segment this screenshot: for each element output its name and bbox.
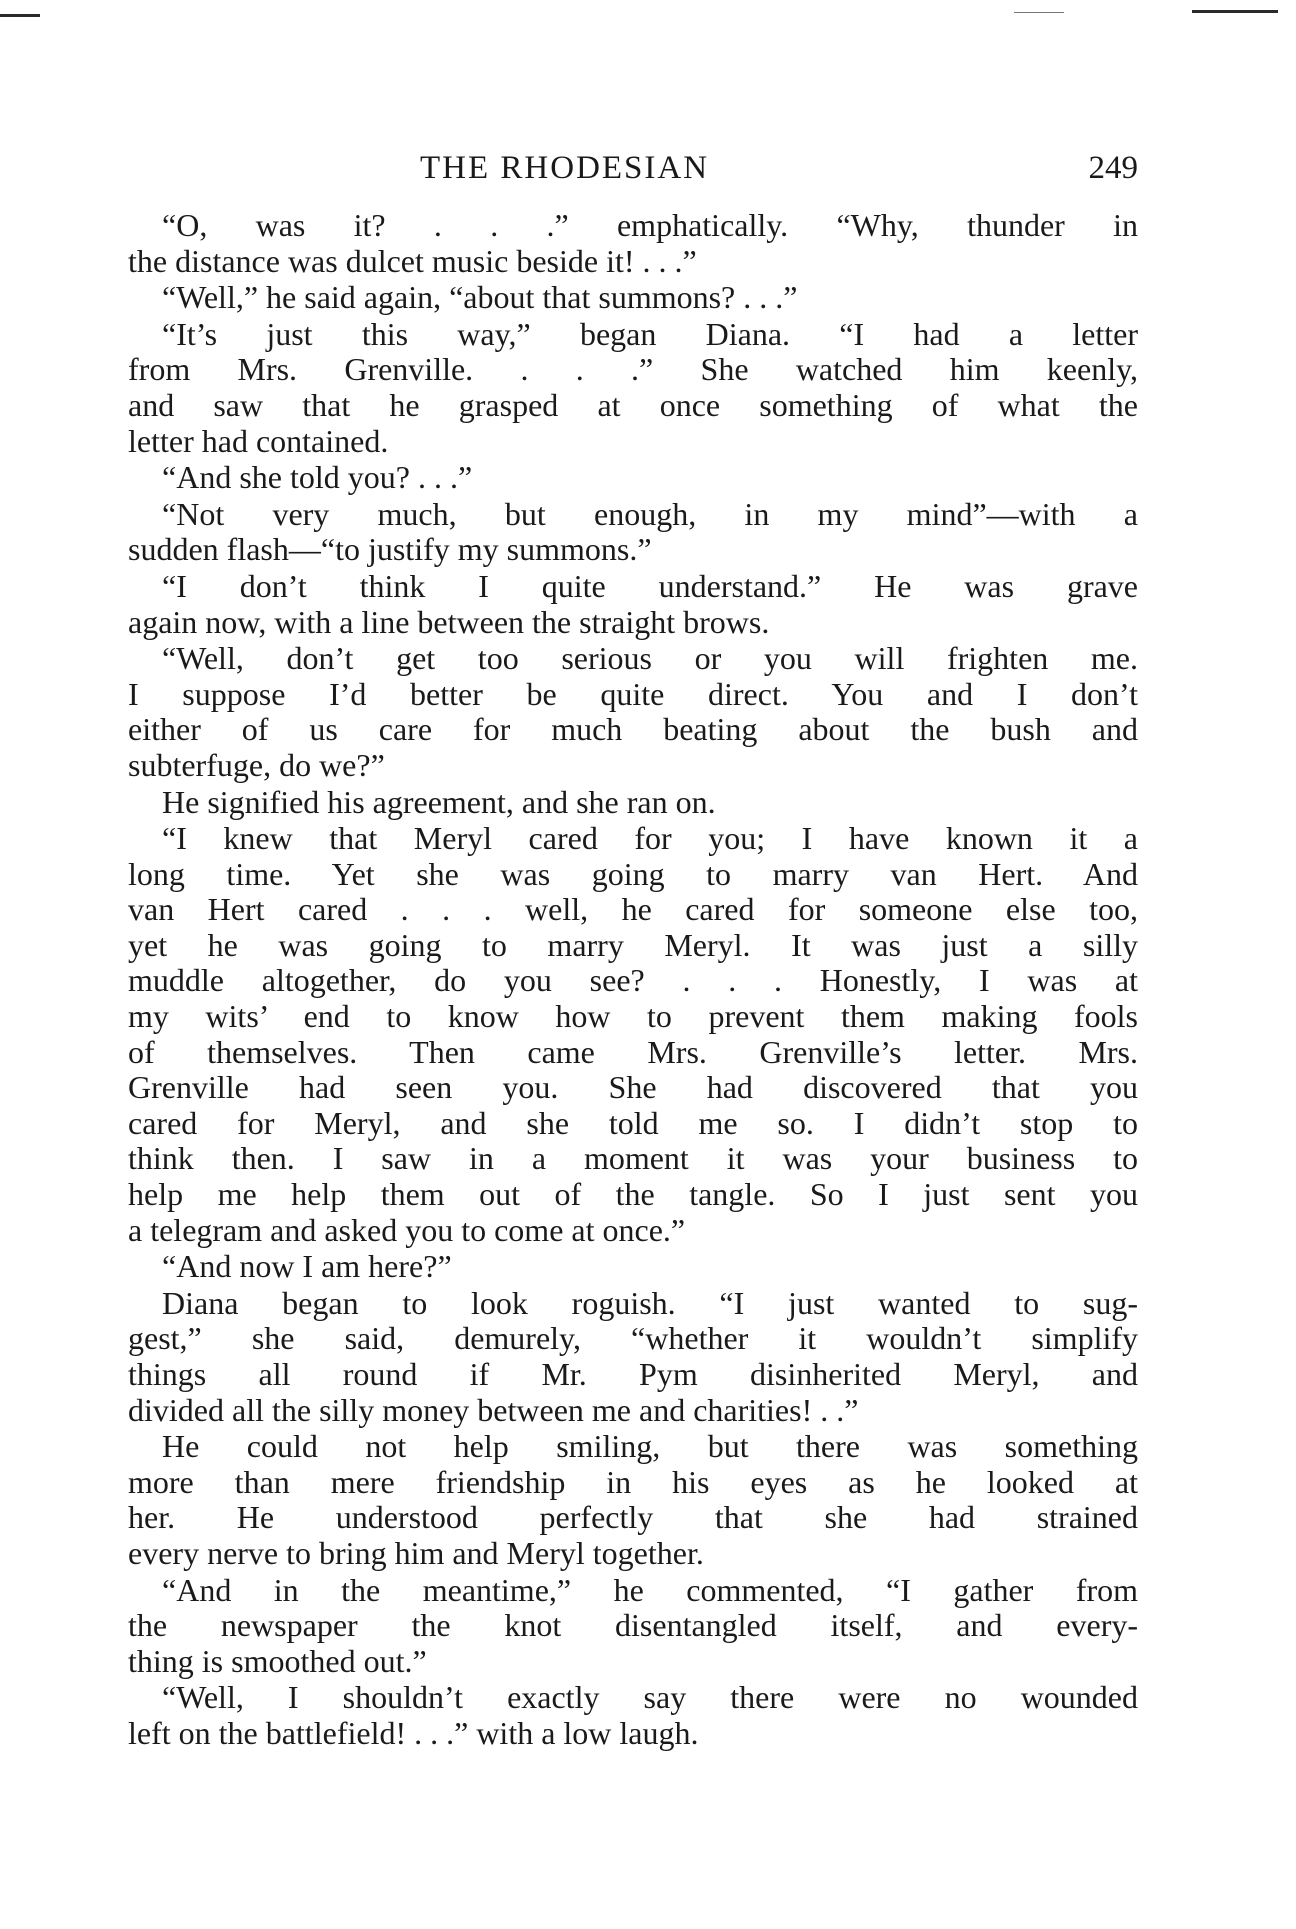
text-line: “Well, I shouldn’t exactly say there were no wounded — [162, 1679, 1138, 1716]
text-line: He signified his agreement, and she ran on. — [162, 783, 716, 820]
paragraph — [128, 1573, 1138, 1680]
text-line: “Well, don’t get too serious or you will frighten me. — [162, 640, 1138, 677]
text-line: of themselves. Then came Mrs. Grenville’s letter. Mrs. — [128, 1033, 1138, 1070]
text-line: gest,” she said, demurely, “whether it wouldn’t simplify — [128, 1320, 1138, 1357]
text-line: either of us care for much beating about the bush and — [128, 711, 1138, 748]
running-title: THE RHODESIAN — [420, 150, 710, 186]
text-line: “I knew that Meryl cared for you; I have known it a — [162, 820, 1138, 857]
text-line: more than mere friendship in his eyes as he looked at — [128, 1463, 1138, 1500]
text-line: cared for Meryl, and she told me so. I didn’t stop to — [128, 1104, 1138, 1141]
paragraph — [128, 569, 1138, 640]
paragraph — [128, 785, 1138, 821]
paragraph — [128, 1286, 1138, 1428]
paragraph — [128, 641, 1138, 783]
text-line: I suppose I’d better be quite direct. You and I don’t — [128, 675, 1138, 712]
text-line: “I don’t think I quite understand.” He was grave — [162, 567, 1138, 604]
scan-edge-mark — [0, 14, 40, 17]
text-line: sudden flash—“to justify my summons.” — [128, 531, 652, 568]
text-line: the distance was dulcet music beside it! . . .” — [128, 242, 697, 279]
text-line: my wits’ end to know how to prevent them making fools — [128, 998, 1138, 1035]
text-line: help me help them out of the tangle. So I just sent you — [128, 1176, 1138, 1213]
text-line: subterfuge, do we?” — [128, 746, 385, 783]
text-line: “It’s just this way,” began Diana. “I had a letter — [162, 315, 1138, 352]
text-line: again now, with a line between the straight brows. — [128, 603, 770, 640]
paragraph — [128, 1680, 1138, 1751]
text-line: “And now I am here?” — [162, 1248, 452, 1285]
text-line: left on the battlefield! . . .” with a low laugh. — [128, 1714, 699, 1751]
text-line: van Hert cared . . . well, he cared for someone else too, — [128, 891, 1138, 928]
scan-edge-mark — [1014, 12, 1064, 13]
text-line: and saw that he grasped at once something of what the — [128, 386, 1138, 423]
page-number: 249 — [1088, 150, 1138, 186]
paragraph — [128, 1429, 1138, 1571]
paragraph — [128, 1249, 1138, 1285]
paragraph — [128, 280, 1138, 316]
text-line: every nerve to bring him and Meryl together. — [128, 1534, 704, 1571]
paragraph — [128, 460, 1138, 496]
paragraph-gap — [128, 1752, 1138, 1753]
text-line: divided all the silly money between me and charities! . .” — [128, 1391, 859, 1428]
text-line: “O, was it? . . .” emphatically. “Why, thunder in — [162, 207, 1138, 243]
text-line: letter had contained. — [128, 422, 389, 459]
text-line: the newspaper the knot disentangled itself, and every- — [128, 1607, 1138, 1644]
paragraph — [128, 497, 1138, 568]
text-line: things all round if Mr. Pym disinherited Meryl, and — [128, 1356, 1138, 1392]
scan-edge-mark — [1192, 10, 1278, 13]
text-line: a telegram and asked you to come at once.” — [128, 1211, 686, 1248]
text-line: “Well,” he said again, “about that summons? . . .” — [162, 279, 798, 316]
text-line: “And she told you? . . .” — [162, 459, 473, 496]
text-line: thing is smoothed out.” — [128, 1642, 427, 1679]
text-line: long time. Yet she was going to marry van Hert. And — [128, 855, 1138, 892]
paragraph — [128, 317, 1138, 459]
text-line: Diana began to look roguish. “I just wanted to sug- — [162, 1284, 1138, 1321]
text-line: her. He understood perfectly that she had strained — [128, 1499, 1138, 1536]
text-line: “And in the meantime,” he commented, “I gather from — [162, 1571, 1138, 1608]
text-line: He could not help smiling, but there was something — [162, 1428, 1138, 1465]
text-line: muddle altogether, do you see? . . . Honestly, I was at — [128, 962, 1138, 999]
body-text — [128, 208, 1138, 1753]
text-line: Grenville had seen you. She had discovered that you — [128, 1069, 1138, 1106]
text-line: “Not very much, but enough, in my mind”—with a — [162, 495, 1138, 532]
text-line: yet he was going to marry Meryl. It was just a silly — [128, 926, 1138, 963]
text-line: think then. I saw in a moment it was your business to — [128, 1140, 1138, 1177]
paragraph — [128, 821, 1138, 1248]
running-head — [128, 150, 1138, 194]
paragraph — [128, 208, 1138, 279]
text-line: from Mrs. Grenville. . . .” She watched him keenly, — [128, 351, 1138, 388]
